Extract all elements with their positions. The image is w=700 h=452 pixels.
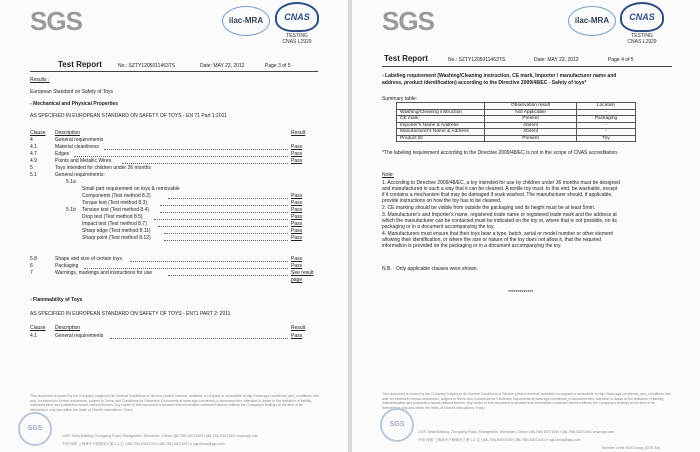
clause-number: 4 <box>30 137 33 143</box>
clause-number: 5 <box>30 165 33 171</box>
report-title: Test Report <box>384 54 428 63</box>
scope-note: *The labeling requirement according to the Directive 2009/48/EC is not in the scope of CNAS accreditation. <box>382 150 619 156</box>
note-line: provide instructions on how the toy has to be cleaned. <box>382 198 502 204</box>
note-line: 2. CE marking should be visible from outside the packaging and its height must be at least 5mm. <box>382 205 596 211</box>
cnas-number: CNAS L2929 <box>627 39 657 45</box>
table-header-cell: Observation result <box>485 103 577 110</box>
clause-number: 5.8 <box>30 256 37 262</box>
leader-dots <box>164 233 288 234</box>
test-desc: Sharp edge (Test method 8.11) <box>82 228 151 234</box>
note-label: Note: <box>382 172 394 178</box>
note-line: if it contains a mechanism that may be damaged if soak washed. The manufacturer should, if applicable, <box>382 192 613 198</box>
leader-dots <box>160 212 288 213</box>
ilac-mra-logo: ilac-MRA <box>222 6 270 36</box>
table-header-cell: Location <box>577 103 636 110</box>
test-result: Pass <box>291 214 303 220</box>
clause-number: 5.1a <box>66 179 76 185</box>
clause-desc: Shape and size of certain toys <box>55 256 122 262</box>
col-description: Description <box>55 325 81 331</box>
footer-disclaimer: This document is issued by the Company subject to its General Conditions of Service printed overleaf, available on request or accessible at http://www.sgs.com/terms_and_conditions.htm and, for electronic format documents, subject to Terms and Conditions for Electronic Documents at www.sgs.com/terms_e-document.htm. Attention is drawn to the limitation of liability, indemnification and jurisdiction issues defined therein. Any holder of this document is advised that information contained hereon reflects the Company's findings at the time of its intervention only and within the limits of Client's instructions, if any. <box>382 392 671 410</box>
clause-desc: General requirements <box>55 137 104 143</box>
leader-dots <box>130 261 288 262</box>
table-cell: Packaging <box>577 116 636 123</box>
clause-number: 4.1 <box>30 144 37 150</box>
summary-label: Summary table: <box>382 96 418 102</box>
report-number: No.: SZTY1205011463TS <box>448 57 506 63</box>
footer-member: Member of the SGS Group (SGS SA) <box>602 446 660 450</box>
section-mechanical: - Mechanical and Physical Properties <box>30 101 119 107</box>
note-line: 3. Manufacturer's and Importer's name, registered trade name or registered trade mark and the address at <box>382 212 617 218</box>
clause-result-cont: page <box>291 277 303 283</box>
report-date: Date: MAY 22, 2012 <box>534 57 579 63</box>
table-cell: - <box>577 129 636 136</box>
test-result: Pass <box>291 193 303 199</box>
table-cell: Manufacturer's Name & Address <box>397 129 485 136</box>
table-cell: - <box>577 109 636 116</box>
clause-result: Pass <box>291 158 303 164</box>
report-number: No.: SZTY1205011463TS <box>118 63 176 69</box>
test-desc: Sharp point (Test method 8.12) <box>82 235 151 241</box>
footer-address-cn: 中国·深圳·上梅林中兴路顺发大厦 1-2 层 t (86-755) 83071000 f (86-755) 83071001 e sgs.china@sgs.com <box>418 438 581 442</box>
clause-desc: Toys intended for children under 36 months <box>55 165 151 171</box>
clause-desc: Material cleanliness <box>55 144 99 150</box>
table-cell: Not Applicable <box>485 109 577 116</box>
test-result: Pass <box>291 200 303 206</box>
test-desc: Tension test (Test method 8.4) <box>82 207 149 213</box>
header-rule <box>382 66 672 67</box>
clause-number: 6 <box>30 263 33 269</box>
page-number: Page 3 of 5 <box>265 63 291 69</box>
summary-table <box>396 102 636 142</box>
table-cell: - <box>577 122 636 129</box>
clause-desc: Small part requirement on toys & removable <box>82 186 180 192</box>
labeling-title-line1: - Labeling requirement (Washing/Cleaning instruction, CE mark, Importer / manufacturer name and <box>382 73 617 79</box>
clause-number: 4.7 <box>30 151 37 157</box>
test-desc: Torque test (Test method 8.3) <box>82 200 148 206</box>
standard-name: European Standard on Safety of Toys <box>30 89 114 95</box>
footer-address: 1/2/F, Sinfa Building, Zhongxing Road, Shangmeilin, Shenzhen, China t (86-755) 83071000 f (86-755) 83071001 www.sgs.com <box>418 430 615 434</box>
table-cell: Absent <box>485 129 577 136</box>
leader-dots <box>168 275 288 276</box>
leader-dots <box>104 149 288 150</box>
table-cell: Toy <box>577 135 636 142</box>
note-line: 4. Manufacturers must ensure that their toys bear a type, batch, serial or model number or other element <box>382 231 613 237</box>
leader-dots <box>110 338 288 339</box>
clause-desc: Warnings, markings and instructions for use <box>55 270 153 276</box>
clause-desc: Points and Metallic Wires <box>55 158 112 164</box>
col-clause: Clause <box>30 325 46 331</box>
leader-dots <box>74 156 288 157</box>
report-title: Test Report <box>58 60 102 69</box>
clause-desc: General requirements: <box>55 172 105 178</box>
note-line: packaging or in a document accompanying the toy. <box>382 224 495 230</box>
table-cell: Product ID <box>397 135 485 142</box>
leader-dots <box>122 163 288 164</box>
col-clause: Clause <box>30 130 46 136</box>
page-number: Page 4 of 5 <box>608 57 634 63</box>
clause-desc: Packaging <box>55 263 79 269</box>
cnas-logo: CNAS <box>620 2 664 32</box>
report-page-3 <box>0 0 348 452</box>
cnas-caption <box>270 33 324 45</box>
sgs-logo: SGS <box>30 6 82 36</box>
test-desc: Drop test (Test method 8.5) <box>82 214 143 220</box>
leader-dots <box>164 240 288 241</box>
sgs-stamp: SGS <box>18 412 52 446</box>
as-specified-part1: AS SPECIFIED IN EUROPEAN STANDARD ON SAFETY OF TOYS - EN 71 Part 1:2011 <box>30 113 227 119</box>
report-header <box>384 54 428 63</box>
note-line: 1. According to Directive 2009/48/EC, a toy intended for use by children under 36 months must be designed <box>382 180 620 186</box>
clause-result: Pass <box>291 256 303 262</box>
table-cell: Absent <box>485 122 577 129</box>
clause-number: 5.1b <box>66 207 76 213</box>
footer-address: 1/2/F, Sinfa Building, Zhongxing Road, Shangmeilin, Shenzhen, China t (86-755) 83071000 f (86-755) 83071001 www.sgs.com <box>62 434 259 438</box>
note-line: and manufactured in such a way that it can be cleaned. A textile toy must, to this end, be washable, except <box>382 186 618 192</box>
clause-number: 5.1 <box>30 172 37 178</box>
test-result: Pass <box>291 228 303 234</box>
report-date: Date: MAY 22, 2012 <box>200 63 245 69</box>
as-specified-part2: AS SPECIFIED IN EUROPEAN STANDARD ON SAFETY OF TOYS - EN71 PART 2: 2011 <box>30 311 231 317</box>
leader-dots <box>160 205 288 206</box>
cnas-number: CNAS L2929 <box>282 39 312 45</box>
header-rule <box>30 71 318 72</box>
clause-number: 7 <box>30 270 33 276</box>
section-flammability: - Flammability of Toys <box>30 297 83 303</box>
results-label: Results : <box>30 77 50 83</box>
leader-dots <box>158 226 288 227</box>
clause-result: See result <box>291 270 314 276</box>
table-cell: Present <box>485 116 577 123</box>
table-cell: Present <box>485 135 577 142</box>
table-cell: CE mark <box>397 116 485 123</box>
table-cell: Importer's Name & Address <box>397 122 485 129</box>
col-result: Result <box>291 325 306 331</box>
table-cell: Washing/Cleaning instruction <box>397 109 485 116</box>
footer-address-cn: 中国·深圳·上梅林中兴路顺发大厦 1-2 层 t (86-755) 83071000 f (86-755) 83071001 e sgs.china@sgs.com <box>62 442 225 446</box>
nb-note: N.B. : Only applicable clauses were shown. <box>382 266 478 272</box>
sgs-logo: SGS <box>382 6 434 36</box>
col-description: Description <box>55 130 81 136</box>
note-line: which the manufacturer can be contacted must be indicated on the toy or, where that is not possible, on its <box>382 218 617 224</box>
clause-number: 4.1 <box>30 333 37 339</box>
clause-result: Pass <box>291 263 303 269</box>
clause-desc: Edges <box>55 151 70 157</box>
report-page-4 <box>352 0 700 452</box>
note-line: information is provided on the packaging or in a document accompanying the toy. <box>382 243 562 249</box>
sgs-stamp: SGS <box>380 408 414 442</box>
report-header <box>58 60 102 69</box>
leader-dots <box>168 198 288 199</box>
leader-dots <box>84 268 288 269</box>
leader-dots <box>154 219 288 220</box>
test-desc: Impact test (Test method 8.7) <box>82 221 147 227</box>
clause-result: Pass <box>291 151 303 157</box>
col-result: Result <box>291 130 306 136</box>
clause-result: Pass <box>291 333 303 339</box>
test-desc: Components (Test method 8.2) <box>82 193 151 199</box>
note-line: allowing their identification, or where the size or nature of the toy does not allow it, that the required <box>382 237 602 243</box>
cnas-caption <box>615 33 669 45</box>
clause-desc: General requirements <box>55 333 104 339</box>
testing-label: TESTING <box>286 33 308 39</box>
test-result: Pass <box>291 207 303 213</box>
clause-number: 4.9 <box>30 158 37 164</box>
ilac-mra-logo: ilac-MRA <box>568 6 616 36</box>
test-result: Pass <box>291 235 303 241</box>
labeling-title-line2: address, product identification) according to the Directive 2009/48/EC - Safety of toys* <box>382 80 587 86</box>
table-row <box>397 135 636 142</box>
end-marker: ************* <box>508 290 534 296</box>
cnas-logo: CNAS <box>275 2 319 32</box>
test-result: Pass <box>291 221 303 227</box>
clause-result: Pass <box>291 144 303 150</box>
footer-disclaimer: This document is issued by the Company subject to its General Conditions of Service printed overleaf, available on request or accessible at http://www.sgs.com/terms_and_conditions.htm and, for electronic format documents, subject to Terms and Conditions for Electronic Documents at www.sgs.com/terms_e-document.htm. Attention is drawn to the limitation of liability, indemnification and jurisdiction issues defined therein. Any holder of this document is advised that information contained hereon reflects the Company's findings at the time of its intervention only and within the limits of Client's instructions, if any. <box>30 394 319 412</box>
testing-label: TESTING <box>631 33 653 39</box>
